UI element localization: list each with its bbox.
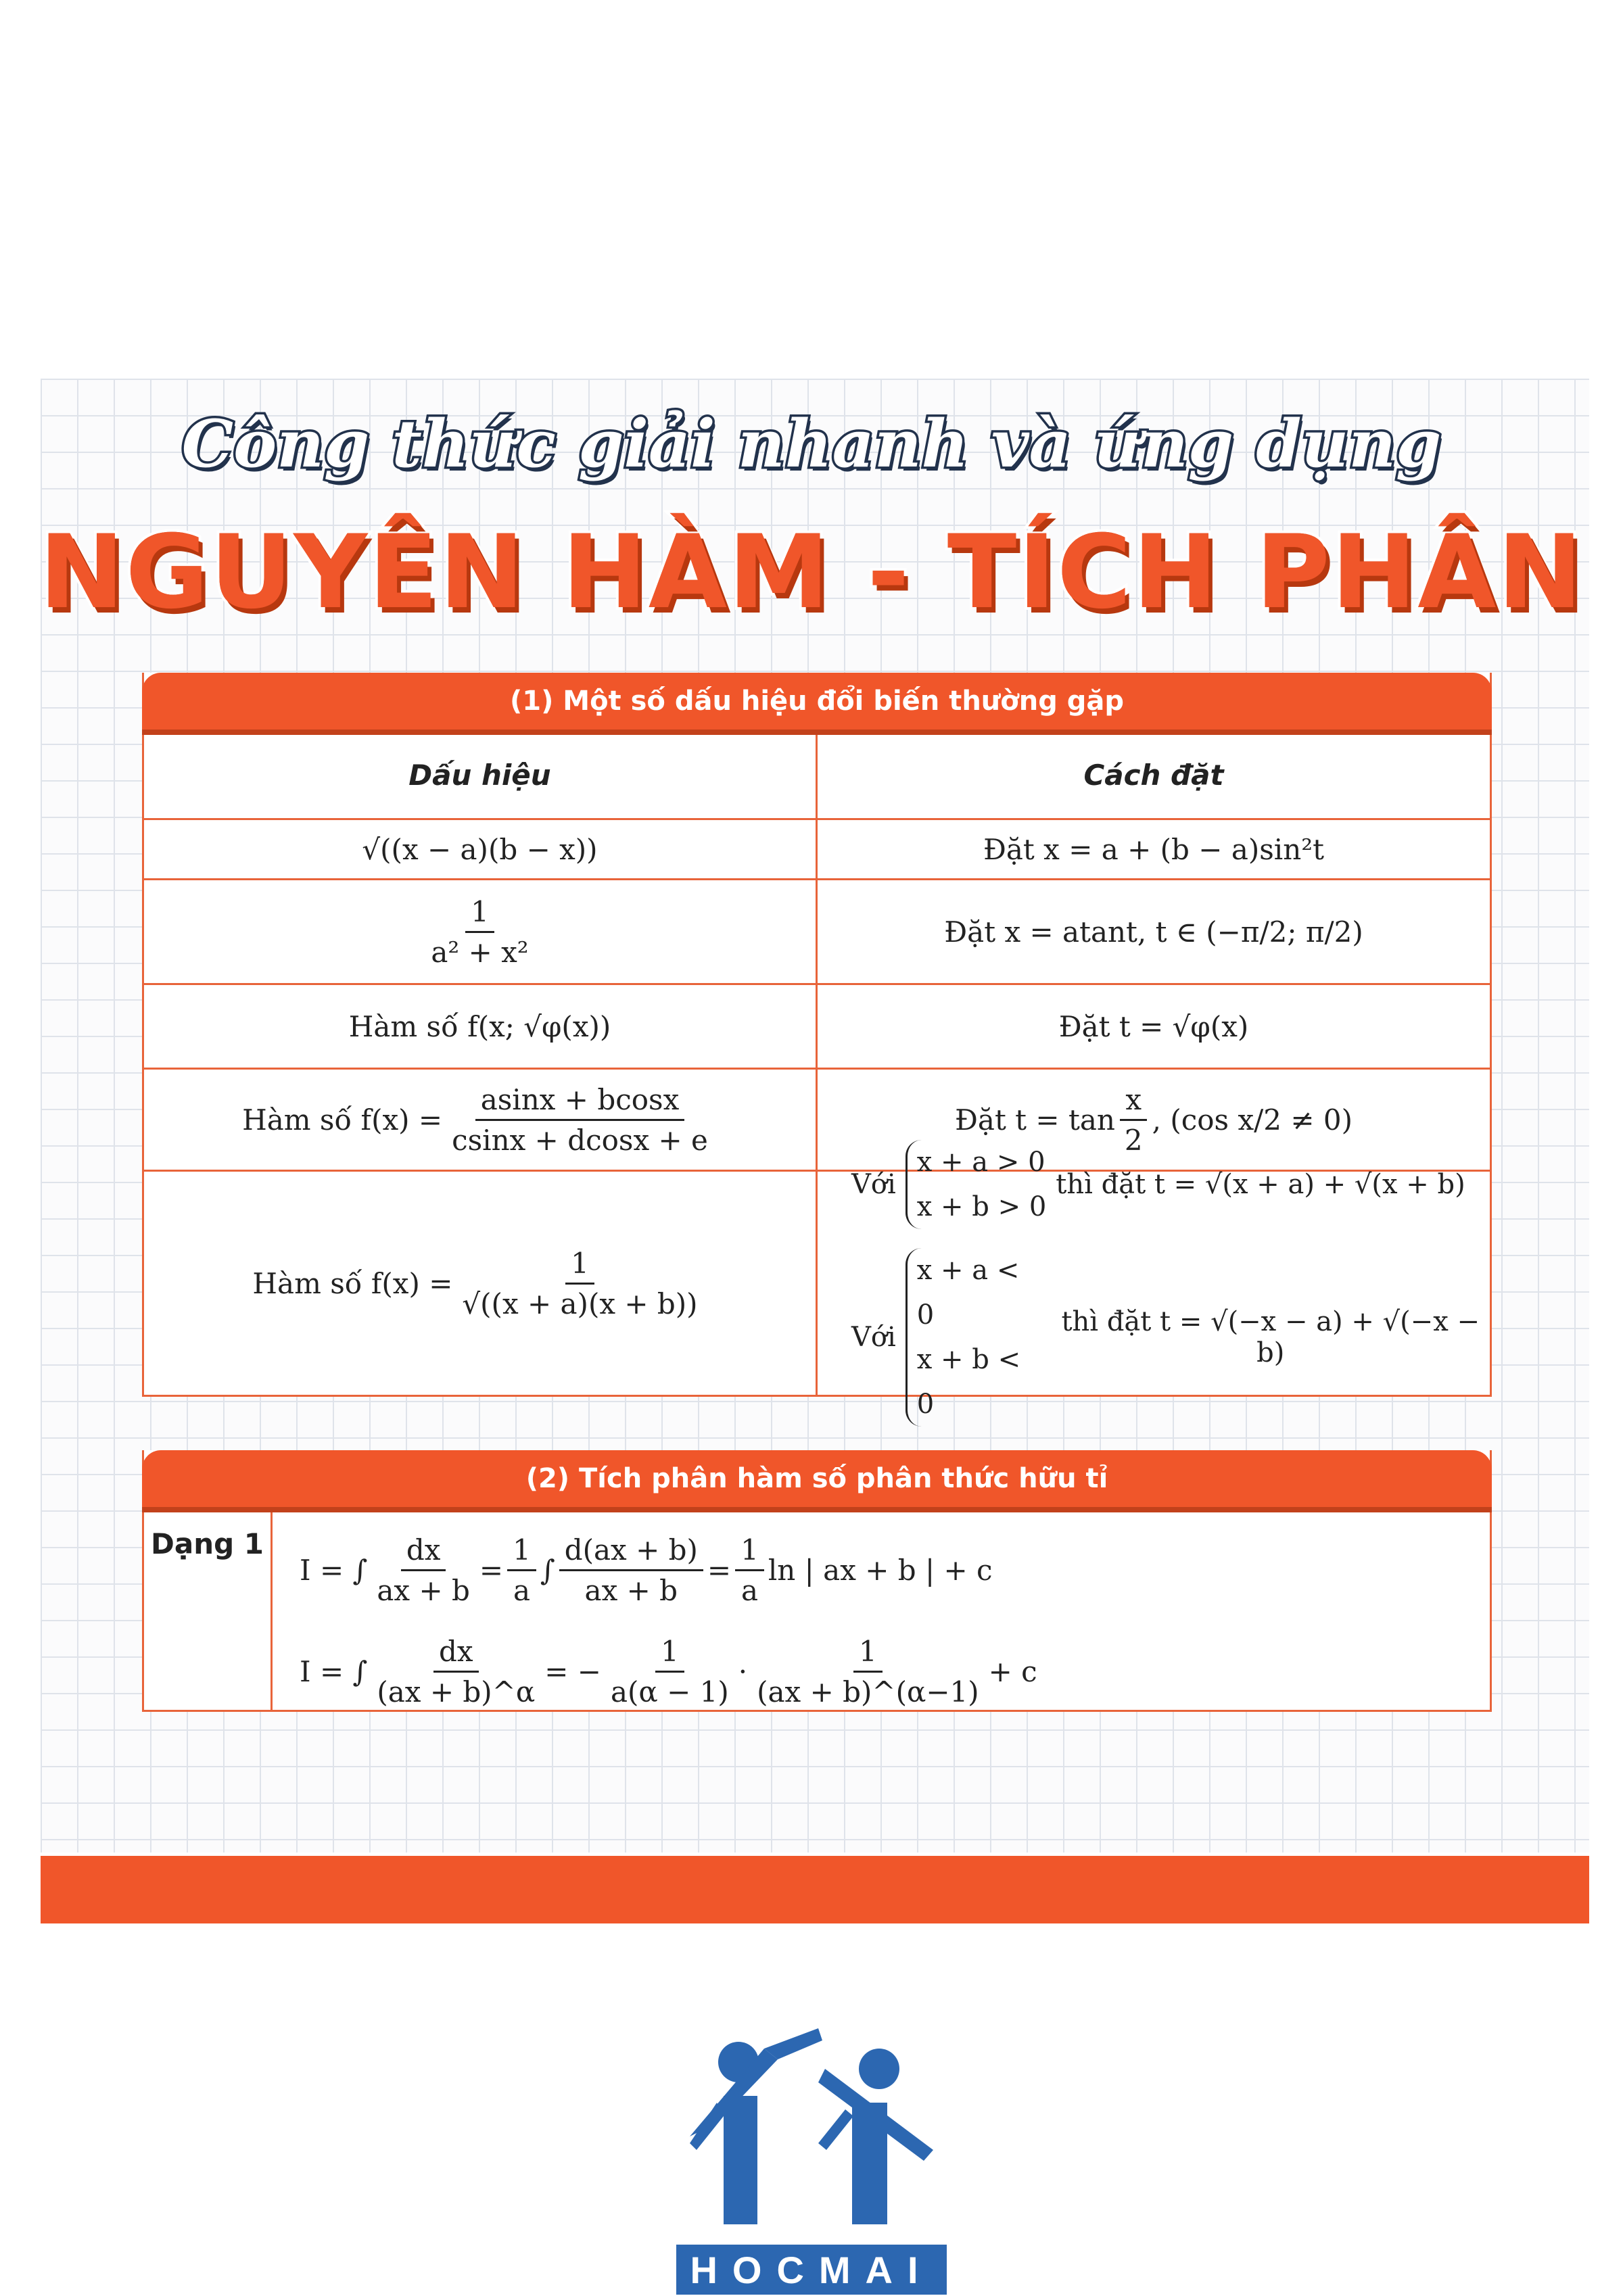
formula-block: [273, 1507, 1490, 1710]
table-header-row: [144, 730, 1490, 818]
substitution-table: [142, 673, 1492, 1420]
fraction-numerator: 1: [735, 1533, 764, 1571]
case-system: [905, 1140, 1047, 1229]
fraction: [507, 1533, 536, 1607]
rational-integral-table: [142, 1450, 1492, 1712]
formula-text: + c: [988, 1654, 1037, 1688]
table-row: [144, 878, 1490, 983]
fraction: [735, 1533, 764, 1607]
page-subtitle: Công thức giải nhanh và ứng dụng: [181, 406, 1442, 482]
fraction-denominator: csinx + dcosx + e: [452, 1123, 708, 1157]
formula-line: [300, 1621, 1463, 1722]
fraction-denominator: ax + b: [584, 1573, 678, 1607]
section1-heading: (1) Một số dấu hiệu đổi biến thường gặp: [142, 673, 1492, 730]
fraction-numerator: 1: [465, 895, 494, 933]
fraction: [456, 1247, 703, 1320]
fraction: [751, 1635, 985, 1708]
method-condition: , (cos x/2 ≠ 0): [1152, 1103, 1352, 1137]
case-system: [905, 1248, 1042, 1427]
fraction: [371, 1533, 475, 1607]
case-block: [851, 1140, 1465, 1229]
fraction: [446, 1083, 713, 1157]
method-text: Đặt t = tan: [955, 1103, 1115, 1137]
fraction: [425, 895, 534, 969]
fraction-denominator: (ax + b)^(α−1): [757, 1675, 979, 1708]
column-header-sign: Dấu hiệu: [144, 732, 818, 818]
fraction-denominator: ax + b: [377, 1573, 470, 1607]
fraction: [605, 1635, 734, 1708]
fraction-denominator: a: [740, 1573, 758, 1607]
fraction-numerator: dx: [433, 1635, 479, 1673]
formula-text: I = ∫: [300, 1553, 368, 1587]
fraction: [371, 1635, 540, 1708]
column-header-method: Cách đặt: [1083, 758, 1224, 792]
case-condition: x + b > 0: [916, 1191, 1047, 1222]
case-result: thì đặt t = √(−x − a) + √(−x − b): [1061, 1306, 1480, 1368]
method-cell: [818, 1147, 1490, 1420]
sign-cell: √((x − a)(b − x)): [144, 820, 818, 878]
fraction-numerator: 1: [507, 1533, 536, 1571]
case-word: Với: [851, 1322, 896, 1353]
case-result: thì đặt t = √(x + a) + √(x + b): [1056, 1169, 1465, 1200]
formula-text: =: [479, 1553, 504, 1587]
sign-prefix: Hàm số f(x) =: [252, 1266, 453, 1300]
fraction-numerator: x: [1120, 1083, 1147, 1121]
page-title: NGUYÊN HÀM - TÍCH PHÂN: [39, 514, 1584, 631]
form-label: Dạng 1: [144, 1507, 273, 1710]
formula-text: ln | ax + b | + c: [768, 1553, 993, 1587]
formula-text: I = ∫: [300, 1654, 368, 1688]
fraction-denominator: a² + x²: [431, 935, 529, 969]
fraction-denominator: (ax + b)^α: [377, 1675, 536, 1708]
formula-text: ∫: [540, 1553, 555, 1587]
formula-text: ·: [738, 1654, 748, 1688]
section2-heading: (2) Tích phân hàm số phân thức hữu tỉ: [142, 1450, 1492, 1507]
sign-cell: [144, 1172, 818, 1395]
fraction-denominator: 2: [1124, 1123, 1143, 1157]
fraction-numerator: 1: [853, 1635, 883, 1673]
fraction: [559, 1533, 703, 1607]
sign-prefix: Hàm số f(x) =: [242, 1103, 443, 1137]
method-cell: [818, 880, 1490, 983]
fraction-denominator: √((x + a)(x + b)): [462, 1287, 698, 1320]
fraction-numerator: dx: [401, 1533, 446, 1571]
table-row: [144, 983, 1490, 1068]
fraction-numerator: d(ax + b): [559, 1533, 703, 1571]
method-cell: Đặt t = √φ(x): [1058, 1009, 1249, 1043]
fraction-numerator: asinx + bcosx: [475, 1083, 685, 1121]
method-cell: Đặt x = a + (b − a)sin²t: [983, 832, 1325, 866]
formula-text: = −: [544, 1654, 601, 1688]
formula-text: =: [707, 1553, 732, 1587]
sign-cell: [144, 1070, 818, 1170]
fraction-numerator: 1: [655, 1635, 684, 1673]
table-row: [144, 1507, 1490, 1710]
footer-bar: [41, 1856, 1589, 1923]
case-condition: x + a > 0: [916, 1147, 1045, 1178]
case-block: [851, 1248, 1490, 1427]
fraction-denominator: a: [513, 1573, 530, 1607]
logo-label: HOCMAI: [676, 2245, 947, 2295]
case-word: Với: [851, 1169, 896, 1200]
method-interval: (−π/2; π/2): [1206, 915, 1363, 949]
case-condition: x + a < 0: [916, 1255, 1020, 1331]
formula-line: [300, 1519, 1463, 1621]
case-condition: x + b < 0: [916, 1344, 1021, 1420]
table-row: [144, 818, 1490, 878]
method-text: Đặt x = atant, t ∈: [944, 915, 1197, 949]
sign-cell: [144, 880, 818, 983]
fraction-denominator: a(α − 1): [610, 1675, 729, 1708]
sign-cell: Hàm số f(x; √φ(x)): [144, 985, 818, 1068]
fraction-numerator: 1: [565, 1247, 594, 1285]
table-row: [144, 1147, 1490, 1420]
